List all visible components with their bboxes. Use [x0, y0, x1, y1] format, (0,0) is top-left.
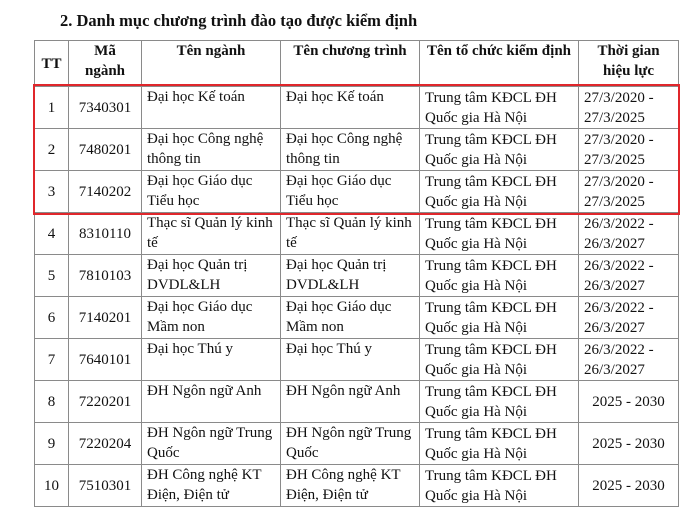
program-name: Đại học Giáo dục Tiểu học: [281, 171, 420, 213]
table-header-row: [35, 41, 679, 87]
major-name: Đại học Kế toán: [142, 87, 281, 129]
validity-period: 27/3/2020 - 27/3/2025: [579, 129, 679, 171]
validity-period: 26/3/2022 - 26/3/2027: [579, 255, 679, 297]
table-row: [35, 381, 679, 423]
program-name: Đại học Công nghệ thông tin: [281, 129, 420, 171]
major-name: ĐH Ngôn ngữ Trung Quốc: [142, 423, 281, 465]
header-to-chuc-kiem-dinh: Tên tổ chức kiểm định: [420, 41, 579, 87]
accreditation-org: Trung tâm KĐCL ĐH Quốc gia Hà Nội: [420, 255, 579, 297]
program-code: 7810103: [69, 255, 142, 297]
accreditation-org: Trung tâm KĐCL ĐH Quốc gia Hà Nội: [420, 381, 579, 423]
accreditation-org: Trung tâm KĐCL ĐH Quốc gia Hà Nội: [420, 129, 579, 171]
accredited-programs-table: [34, 40, 679, 507]
section-title: 2. Danh mục chương trình đào tạo được kiểm định: [60, 11, 418, 30]
major-name: ĐH Công nghệ KT Điện, Điện tử: [142, 465, 281, 507]
program-name: ĐH Ngôn ngữ Anh: [281, 381, 420, 423]
row-number: 10: [35, 465, 69, 507]
row-number: 9: [35, 423, 69, 465]
table-row: [35, 297, 679, 339]
row-number: 8: [35, 381, 69, 423]
program-name: Đại học Kế toán: [281, 87, 420, 129]
program-name: ĐH Ngôn ngữ Trung Quốc: [281, 423, 420, 465]
major-name: Đại học Công nghệ thông tin: [142, 129, 281, 171]
table-row: [35, 171, 679, 213]
header-ten-chuong-trinh: Tên chương trình: [281, 41, 420, 87]
program-name: Đại học Quản trị DVDL&LH: [281, 255, 420, 297]
validity-period: 26/3/2022 - 26/3/2027: [579, 339, 679, 381]
program-name: Thạc sĩ Quản lý kinh tế: [281, 213, 420, 255]
major-name: Đại học Quản trị DVDL&LH: [142, 255, 281, 297]
validity-period: 27/3/2020 - 27/3/2025: [579, 171, 679, 213]
program-name: Đại học Thú y: [281, 339, 420, 381]
program-code: 7640101: [69, 339, 142, 381]
row-number: 3: [35, 171, 69, 213]
table-row: [35, 129, 679, 171]
row-number: 4: [35, 213, 69, 255]
row-number: 1: [35, 87, 69, 129]
table-row: [35, 87, 679, 129]
header-ma-nganh: Mã ngành: [69, 41, 142, 87]
row-number: 5: [35, 255, 69, 297]
accreditation-org: Trung tâm KĐCL ĐH Quốc gia Hà Nội: [420, 339, 579, 381]
program-name: Đại học Giáo dục Mầm non: [281, 297, 420, 339]
program-code: 7140201: [69, 297, 142, 339]
table-row: [35, 465, 679, 507]
validity-period: 2025 - 2030: [579, 381, 679, 423]
major-name: Đại học Giáo dục Mầm non: [142, 297, 281, 339]
program-name: ĐH Công nghệ KT Điện, Điện tử: [281, 465, 420, 507]
header-ten-nganh: Tên ngành: [142, 41, 281, 87]
accreditation-org: Trung tâm KĐCL ĐH Quốc gia Hà Nội: [420, 297, 579, 339]
program-code: 7480201: [69, 129, 142, 171]
row-number: 6: [35, 297, 69, 339]
program-code: 8310110: [69, 213, 142, 255]
row-number: 7: [35, 339, 69, 381]
accreditation-org: Trung tâm KĐCL ĐH Quốc gia Hà Nội: [420, 465, 579, 507]
program-code: 7220201: [69, 381, 142, 423]
validity-period: 27/3/2020 - 27/3/2025: [579, 87, 679, 129]
accreditation-org: Trung tâm KĐCL ĐH Quốc gia Hà Nội: [420, 171, 579, 213]
major-name: Đại học Thú y: [142, 339, 281, 381]
table-row: [35, 339, 679, 381]
table-row: [35, 255, 679, 297]
accreditation-org: Trung tâm KĐCL ĐH Quốc gia Hà Nội: [420, 423, 579, 465]
major-name: Đại học Giáo dục Tiểu học: [142, 171, 281, 213]
program-code: 7140202: [69, 171, 142, 213]
header-tt: TT: [35, 41, 69, 87]
major-name: Thạc sĩ Quản lý kinh tế: [142, 213, 281, 255]
validity-period: 26/3/2022 - 26/3/2027: [579, 297, 679, 339]
program-code: 7340301: [69, 87, 142, 129]
header-thoi-gian: Thời gian hiệu lực: [579, 41, 679, 87]
program-code: 7510301: [69, 465, 142, 507]
table-row: [35, 213, 679, 255]
accreditation-org: Trung tâm KĐCL ĐH Quốc gia Hà Nội: [420, 87, 579, 129]
validity-period: 2025 - 2030: [579, 465, 679, 507]
validity-period: 26/3/2022 - 26/3/2027: [579, 213, 679, 255]
major-name: ĐH Ngôn ngữ Anh: [142, 381, 281, 423]
accreditation-org: Trung tâm KĐCL ĐH Quốc gia Hà Nội: [420, 213, 579, 255]
validity-period: 2025 - 2030: [579, 423, 679, 465]
program-code: 7220204: [69, 423, 142, 465]
table-row: [35, 423, 679, 465]
row-number: 2: [35, 129, 69, 171]
